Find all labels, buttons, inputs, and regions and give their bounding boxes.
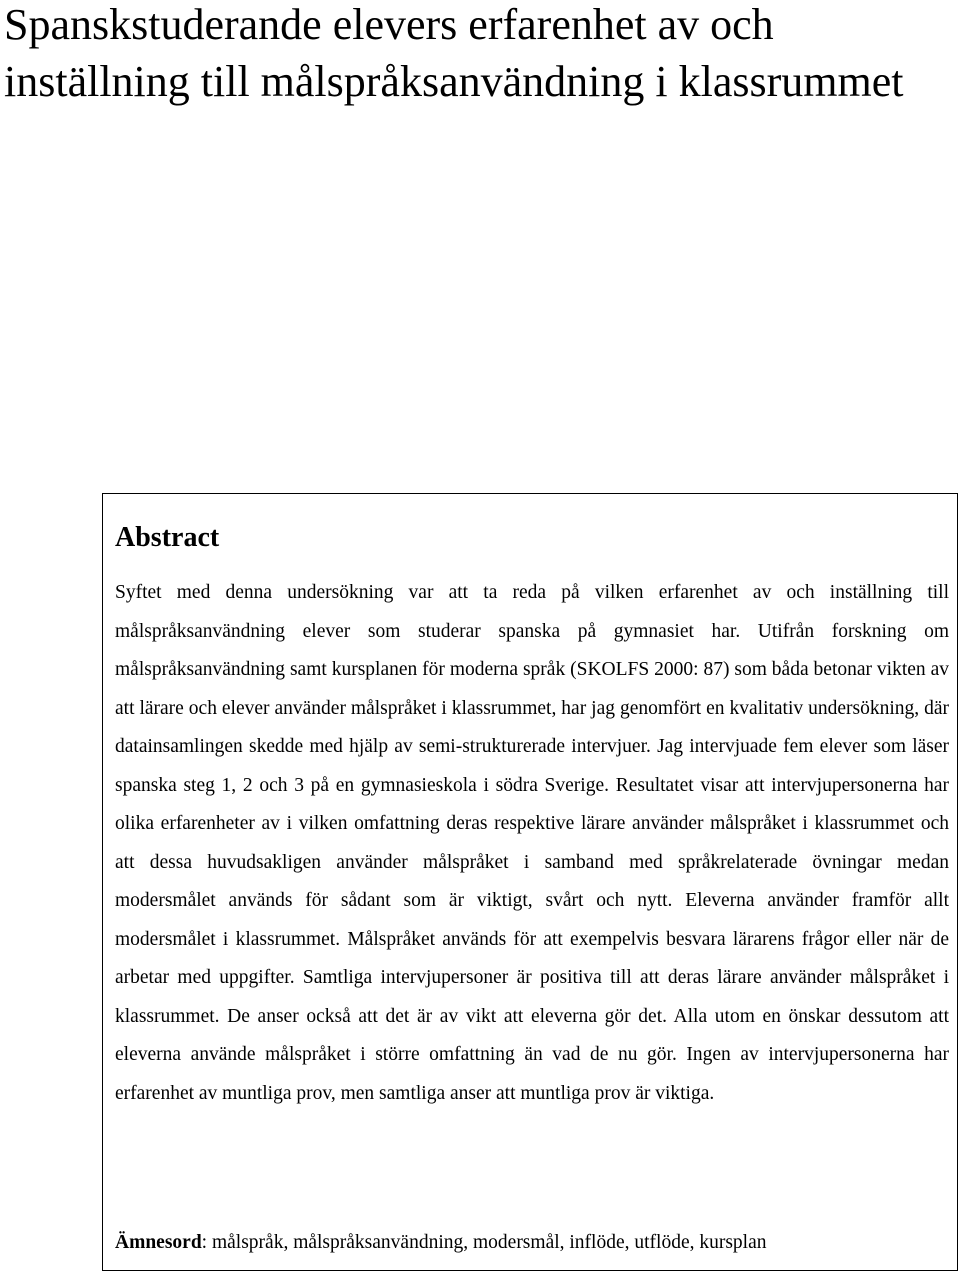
keywords-line	[115, 1230, 767, 1256]
keywords-value: målspråk, målspråksanvändning, modersmål, inflöde, utflöde, kursplan	[207, 1232, 767, 1253]
keywords-separator: :	[201, 1232, 208, 1253]
abstract-box	[102, 493, 958, 1271]
keywords-label: Ämnesord	[115, 1232, 202, 1253]
abstract-body: Syftet med denna undersökning var att ta reda på vilken erfarenhet av och inställning till målspråksanvändning elever som studerar spanska på gymnasiet har. Utifrån forskning om målspråksanvändning samt kursplanen för moderna språk (SKOLFS 2000: 87) som båda betonar vikten av att lärare och elever använder målspråket i klassrummet, har jag genomfört en kvalitativ undersökning, där datainsamlingen skedde med hjälp av semi-strukturerade intervjuer. Jag intervjuade fem elever som läser spanska steg 1, 2 och 3 på en gymnasieskola i södra Sverige. Resultatet visar att intervjupersonerna har olika erfarenheter av i vilken omfattning deras respektive lärare använder målspråket i klassrummet och att dessa huvudsakligen använder målspråket i samband med språkrelaterade övningar medan modersmålet används för sådant som är viktigt, svårt och nytt. Eleverna använder framför allt modersmålet i klassrummet. Målspråket används för att exempelvis besvara lärarens frågor eller när de arbetar med uppgifter. Samtliga intervjupersoner är positiva till att deras lärare använder målspråket i klassrummet. De anser också att det är av vikt att eleverna gör det. Alla utom en önskar dessutom att eleverna använde målspråket i större omfattning än vad de nu gör. Ingen av intervjupersonerna har erfarenhet av muntliga prov, men samtliga anser att muntliga prov är viktiga.	[115, 582, 949, 1104]
abstract-heading: Abstract	[115, 522, 220, 553]
document-title: Spanskstuderande elevers erfarenhet av och inställning till målspråksanvändning i klassrummet	[4, 0, 904, 106]
